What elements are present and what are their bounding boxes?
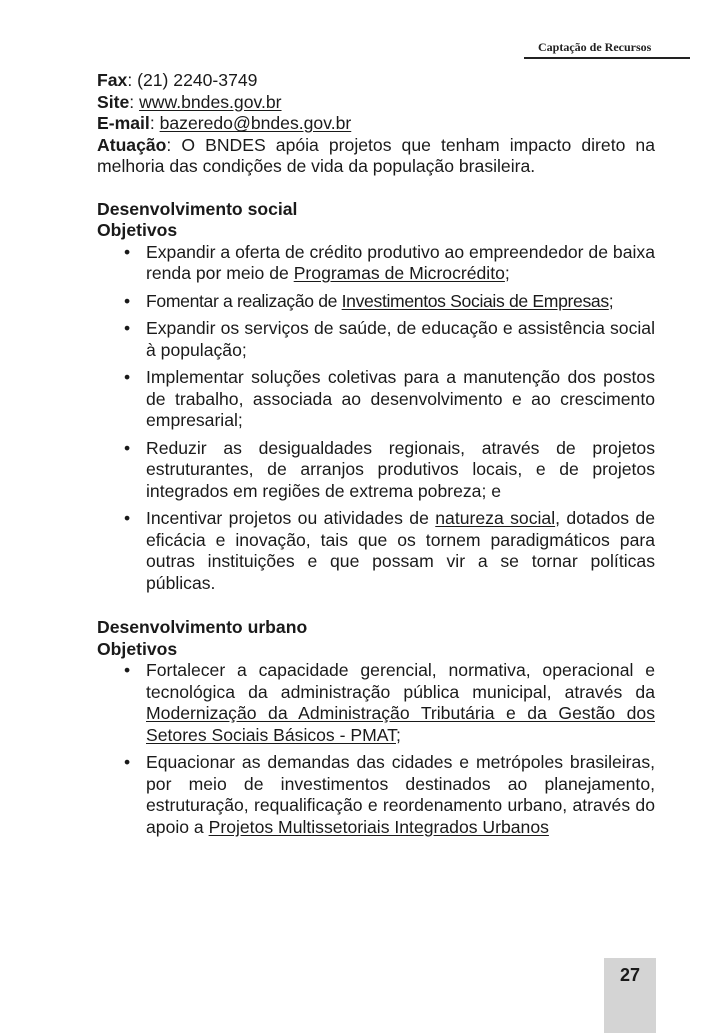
bullet-icon: •: [124, 752, 131, 772]
running-head: Captação de Recursos: [538, 40, 652, 54]
list-item: [97, 660, 655, 746]
list-item: [97, 291, 655, 313]
bullet-icon: •: [124, 290, 130, 311]
projetos-multissetoriais-link[interactable]: Projetos Multissetoriais Integrados Urbanos: [208, 816, 549, 837]
fax-label: Fax: [97, 70, 128, 90]
item-suffix: ;: [395, 724, 401, 745]
atuacao-paragraph: Atuação: O BNDES apóia projetos que tenham impacto direto na melhoria das condições de vida da população brasileira.: [97, 134, 655, 176]
objectives-list-urban: [97, 660, 655, 838]
item-text: Fomentar a realização de: [146, 290, 342, 311]
item-text: Expandir os serviços de saúde, de educação e assistência social à população;: [146, 318, 655, 360]
page-number: 27: [619, 965, 641, 985]
list-item: [97, 242, 655, 285]
natureza-social-link[interactable]: natureza social: [435, 508, 556, 528]
bullet-icon: •: [124, 437, 131, 458]
bullet-icon: •: [124, 508, 131, 528]
email-line: E-mail: bazeredo@bndes.gov.br: [97, 113, 352, 133]
bullet-icon: •: [124, 367, 131, 387]
header-rule: [524, 57, 690, 59]
atuacao-label: Atuação: [97, 134, 167, 155]
objetivos-heading-urban: Objetivos: [97, 638, 178, 659]
microcredito-link[interactable]: Programas de Microcrédito: [293, 263, 505, 283]
list-item: [97, 318, 655, 361]
investimentos-sociais-link[interactable]: Investimentos Sociais de Empresas: [341, 290, 609, 311]
list-item: [97, 508, 655, 594]
section-title-social: Desenvolvimento social: [97, 198, 298, 219]
item-suffix: ;: [504, 263, 510, 283]
atuacao-text: O BNDES apóia projetos que tenham impacto direto na melhoria das condições de vida da população brasileira.: [97, 134, 655, 176]
bullet-icon: •: [124, 318, 131, 338]
site-label: Site: [97, 91, 130, 112]
list-item: [97, 752, 655, 838]
email-link[interactable]: bazeredo@bndes.gov.br: [159, 113, 352, 133]
site-line: Site: www.bndes.gov.br: [97, 91, 282, 112]
item-text: Fortalecer a capacidade gerencial, normativa, operacional e tecnológica da administração pública municipal, através da: [146, 660, 655, 702]
bullet-icon: •: [124, 660, 131, 680]
item-text: Implementar soluções coletivas para a manutenção dos postos de trabalho, associada ao desenvolvimento e ao crescimento empresarial;: [146, 367, 655, 430]
fax-value: (21) 2240-3749: [137, 70, 258, 90]
list-item: [97, 367, 655, 432]
email-label: E-mail: [97, 113, 150, 133]
site-link[interactable]: www.bndes.gov.br: [139, 91, 282, 112]
fax-line: Fax: (21) 2240-3749: [97, 70, 258, 90]
item-suffix: ;: [608, 290, 614, 311]
item-text: Equacionar as demandas das cidades e metrópoles brasileiras, por meio de investimentos destinados ao planejamento, estruturação, requalificação e reordenamento urbano, através do apoio a: [146, 752, 655, 837]
page-content: [97, 70, 655, 844]
objectives-list-social: [97, 242, 655, 595]
pmat-link[interactable]: Modernização da Administração Tributária e da Gestão dos Setores Sociais Básicos - PMAT: [146, 703, 655, 745]
item-text: Reduzir as desigualdades regionais, através de projetos estruturantes, de arranjos produtivos locais, e de projetos integrados em regiões de extrema pobreza; e: [146, 437, 655, 501]
objetivos-heading-social: Objetivos: [97, 220, 178, 240]
list-item: [97, 438, 655, 503]
item-suffix: , dotados de eficácia e inovação, tais que os tornem paradigmáticos para outras instituições e que possam vir a se tornar políticas públicas.: [146, 508, 656, 593]
item-text: Expandir a oferta de crédito produtivo ao empreendedor de baixa renda por meio de: [146, 241, 655, 283]
item-text: Incentivar projetos ou atividades de: [146, 508, 436, 528]
bullet-icon: •: [124, 241, 131, 262]
section-title-urban: Desenvolvimento urbano: [97, 617, 308, 637]
